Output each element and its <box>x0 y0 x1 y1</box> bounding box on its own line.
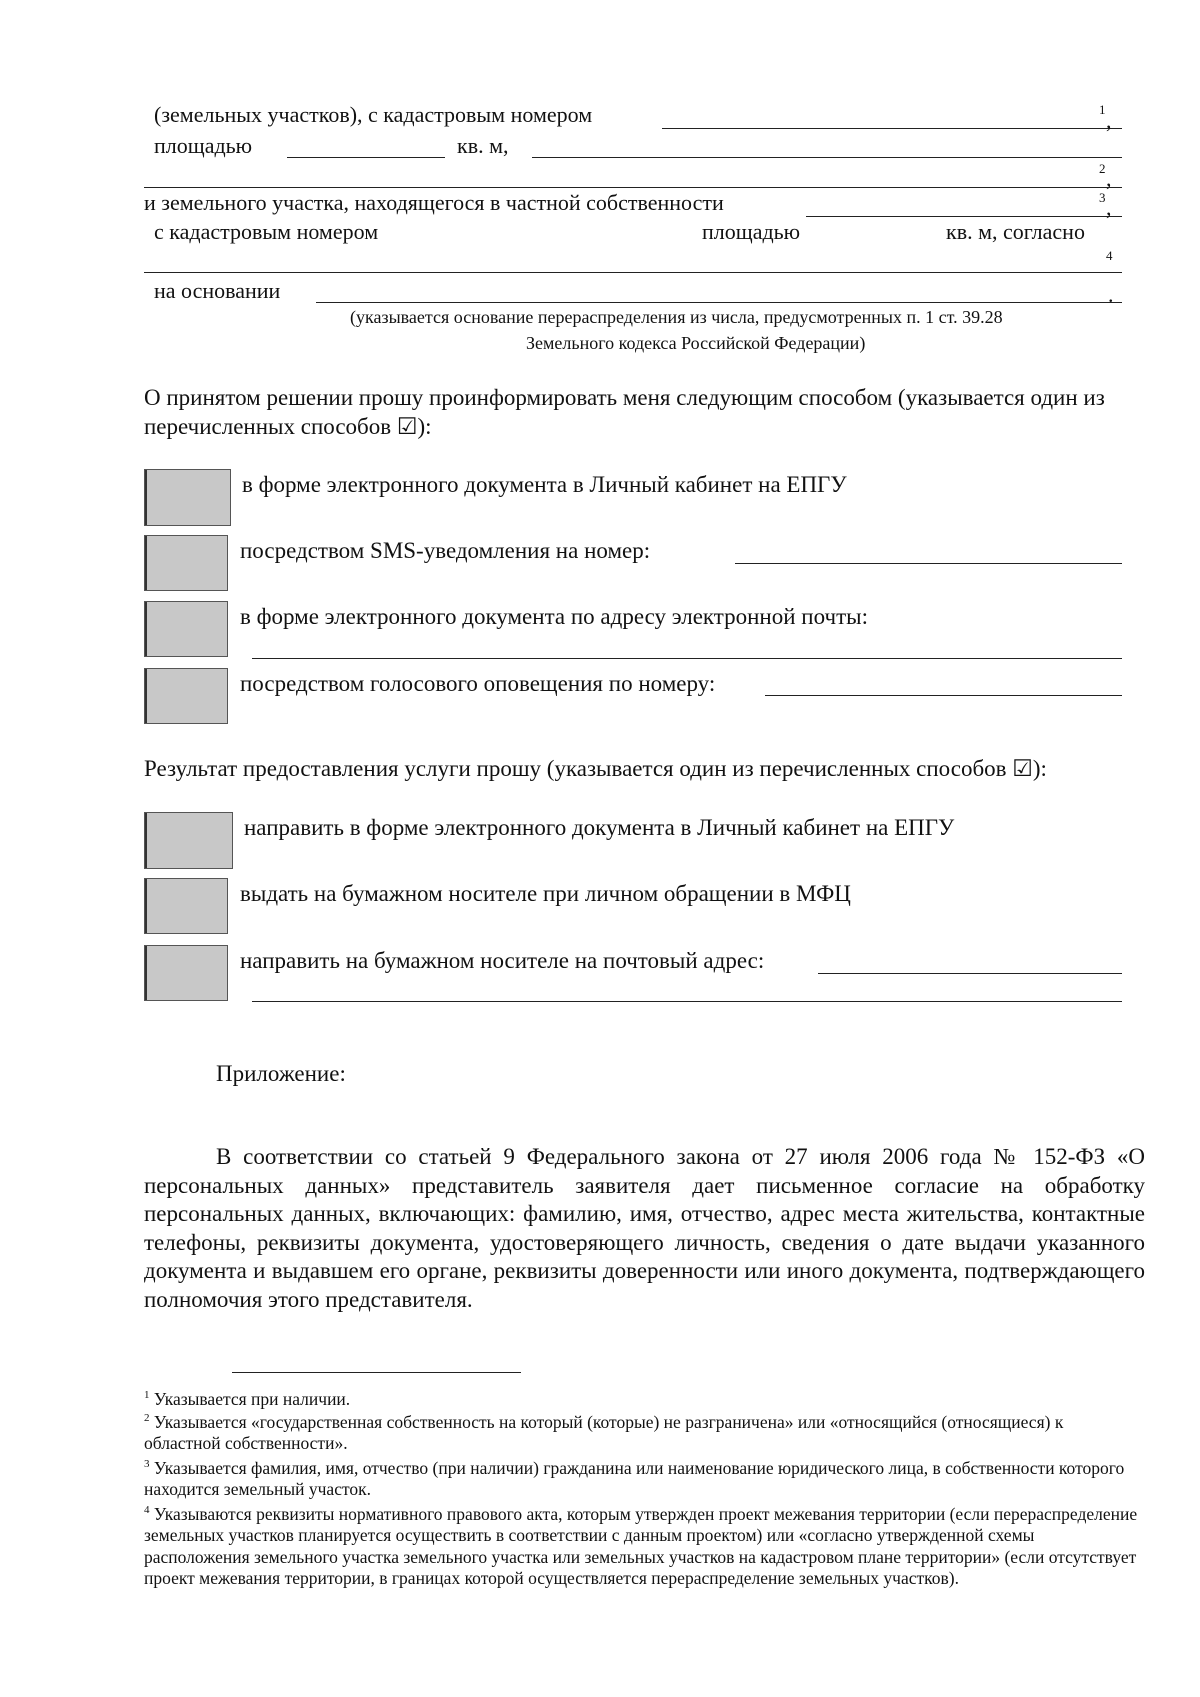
area-2-label: площадью <box>702 219 801 244</box>
cadastral-number-label: (земельных участков), с кадастровым номером <box>154 102 593 127</box>
result-option-mfc: выдать на бумажном носителе при личном обращении в МФЦ <box>240 881 851 906</box>
line1-comma: , <box>1106 108 1112 133</box>
line3-comma: , <box>1106 195 1112 220</box>
basis-hint-line1: (указывается основание перераспределения из числа, предусмотренных п. 1 ст. 39.28 <box>350 307 1003 327</box>
footnote-2-text: Указывается «государственная собственность на который (которые) не разграничена» или «относящийся (относящиеся) к областной собственности». <box>144 1411 1064 1454</box>
footnote-1 <box>144 1385 1144 1410</box>
footnote-ref-1: 1 <box>1099 102 1106 117</box>
basis-period: . <box>1108 282 1114 307</box>
cadastral-number-2-label: с кадастровым номером <box>154 219 379 244</box>
footnote-3-number: 3 <box>144 1458 150 1470</box>
area-extra-field[interactable] <box>532 157 1122 158</box>
area-2-unit: кв. м, согласно <box>946 219 1085 244</box>
owner-field[interactable] <box>806 216 1122 217</box>
result-heading: Результат предоставления услуги прошу (указывается один из перечисленных способов ☑): <box>144 756 1047 781</box>
inform-checkbox-email[interactable] <box>144 601 228 657</box>
footnote-2 <box>144 1408 1144 1455</box>
inform-checkbox-voice[interactable] <box>144 668 228 724</box>
voice-phone-field[interactable] <box>765 695 1122 696</box>
cadastral-number-field[interactable] <box>662 128 1122 129</box>
footnote-ref-4: 4 <box>1106 248 1113 263</box>
basis-field[interactable] <box>316 302 1122 303</box>
inform-option-voice: посредством голосового оповещения по номеру: <box>240 671 716 696</box>
footnote-ref-2: 2 <box>1099 161 1106 176</box>
footnote-ref-3: 3 <box>1099 190 1106 205</box>
footnote-4-number: 4 <box>144 1504 150 1516</box>
footnote-1-text: Указывается при наличии. <box>153 1388 351 1409</box>
footnote-separator <box>232 1372 521 1373</box>
inform-heading: О принятом решении прошу проинформировать меня следующим способом (указывается один из перечисленных способов ☑): <box>144 385 1105 439</box>
inform-option-email: в форме электронного документа по адресу электронной почты: <box>240 604 868 629</box>
consent-paragraph: В соответствии со статьей 9 Федерального закона от 27 июля 2006 года № 152-ФЗ «О персональных данных» представитель заявителя дает письменное согласие на обработку персональных данных, включающих: фамилию, имя, отчество, адрес места жительства, контактные телефоны, реквизиты документа, удостоверяющего личность, сведения о дате выдачи указанного документа и выдавшем его органе, реквизиты доверенности или иного документа, подтверждающего полномочия этого представителя. <box>144 1144 1145 1312</box>
area-field[interactable] <box>287 157 445 158</box>
footnote-3 <box>144 1454 1144 1501</box>
inform-option-sms: посредством SMS-уведомления на номер: <box>240 538 651 563</box>
inform-checkbox-epgu[interactable] <box>144 469 231 526</box>
basis-label: на основании <box>154 278 281 303</box>
basis-hint-line2: Земельного кодекса Российской Федерации) <box>526 333 866 353</box>
footnote-4 <box>144 1500 1144 1590</box>
legal-act-field[interactable] <box>144 272 1122 273</box>
result-checkbox-post[interactable] <box>144 945 228 1001</box>
inform-option-epgu: в форме электронного документа в Личный кабинет на ЕПГУ <box>242 472 847 497</box>
attachment-label: Приложение: <box>216 1061 346 1086</box>
postal-address-field[interactable] <box>818 973 1122 974</box>
postal-address-field-2[interactable] <box>252 1001 1122 1002</box>
email-field[interactable] <box>252 658 1122 659</box>
result-checkbox-mfc[interactable] <box>144 878 228 934</box>
footnote-2-number: 2 <box>144 1412 150 1424</box>
footnote-1-number: 1 <box>144 1389 150 1401</box>
sms-phone-field[interactable] <box>735 563 1122 564</box>
result-option-epgu: направить в форме электронного документа в Личный кабинет на ЕПГУ <box>244 815 955 840</box>
inform-checkbox-sms[interactable] <box>144 535 228 591</box>
result-checkbox-epgu[interactable] <box>144 812 233 869</box>
area-unit: кв. м, <box>457 133 509 158</box>
line2-comma: , <box>1106 166 1112 191</box>
result-option-post: направить на бумажном носителе на почтовый адрес: <box>240 948 765 973</box>
footnote-3-text: Указывается фамилия, имя, отчество (при наличии) гражданина или наименование юридического лица, в собственности которого находится земельный участок. <box>144 1457 1125 1500</box>
private-plot-label: и земельного участка, находящегося в частной собственности <box>144 190 724 215</box>
footnote-4-text: Указываются реквизиты нормативного правового акта, которым утвержден проект межевания территории (если перераспределение земельных участков планируется осуществить в соответствии с данным проектом) или «согласно утвержденной схемы расположения земельного участка земельного участка или земельных участков на кадастровом плане территории» (если отсутствует проект межевания территории, в границах которой осуществляется перераспределение земельных участков). <box>144 1503 1138 1589</box>
ownership-field[interactable] <box>144 187 1122 188</box>
area-label: площадью <box>154 133 253 158</box>
